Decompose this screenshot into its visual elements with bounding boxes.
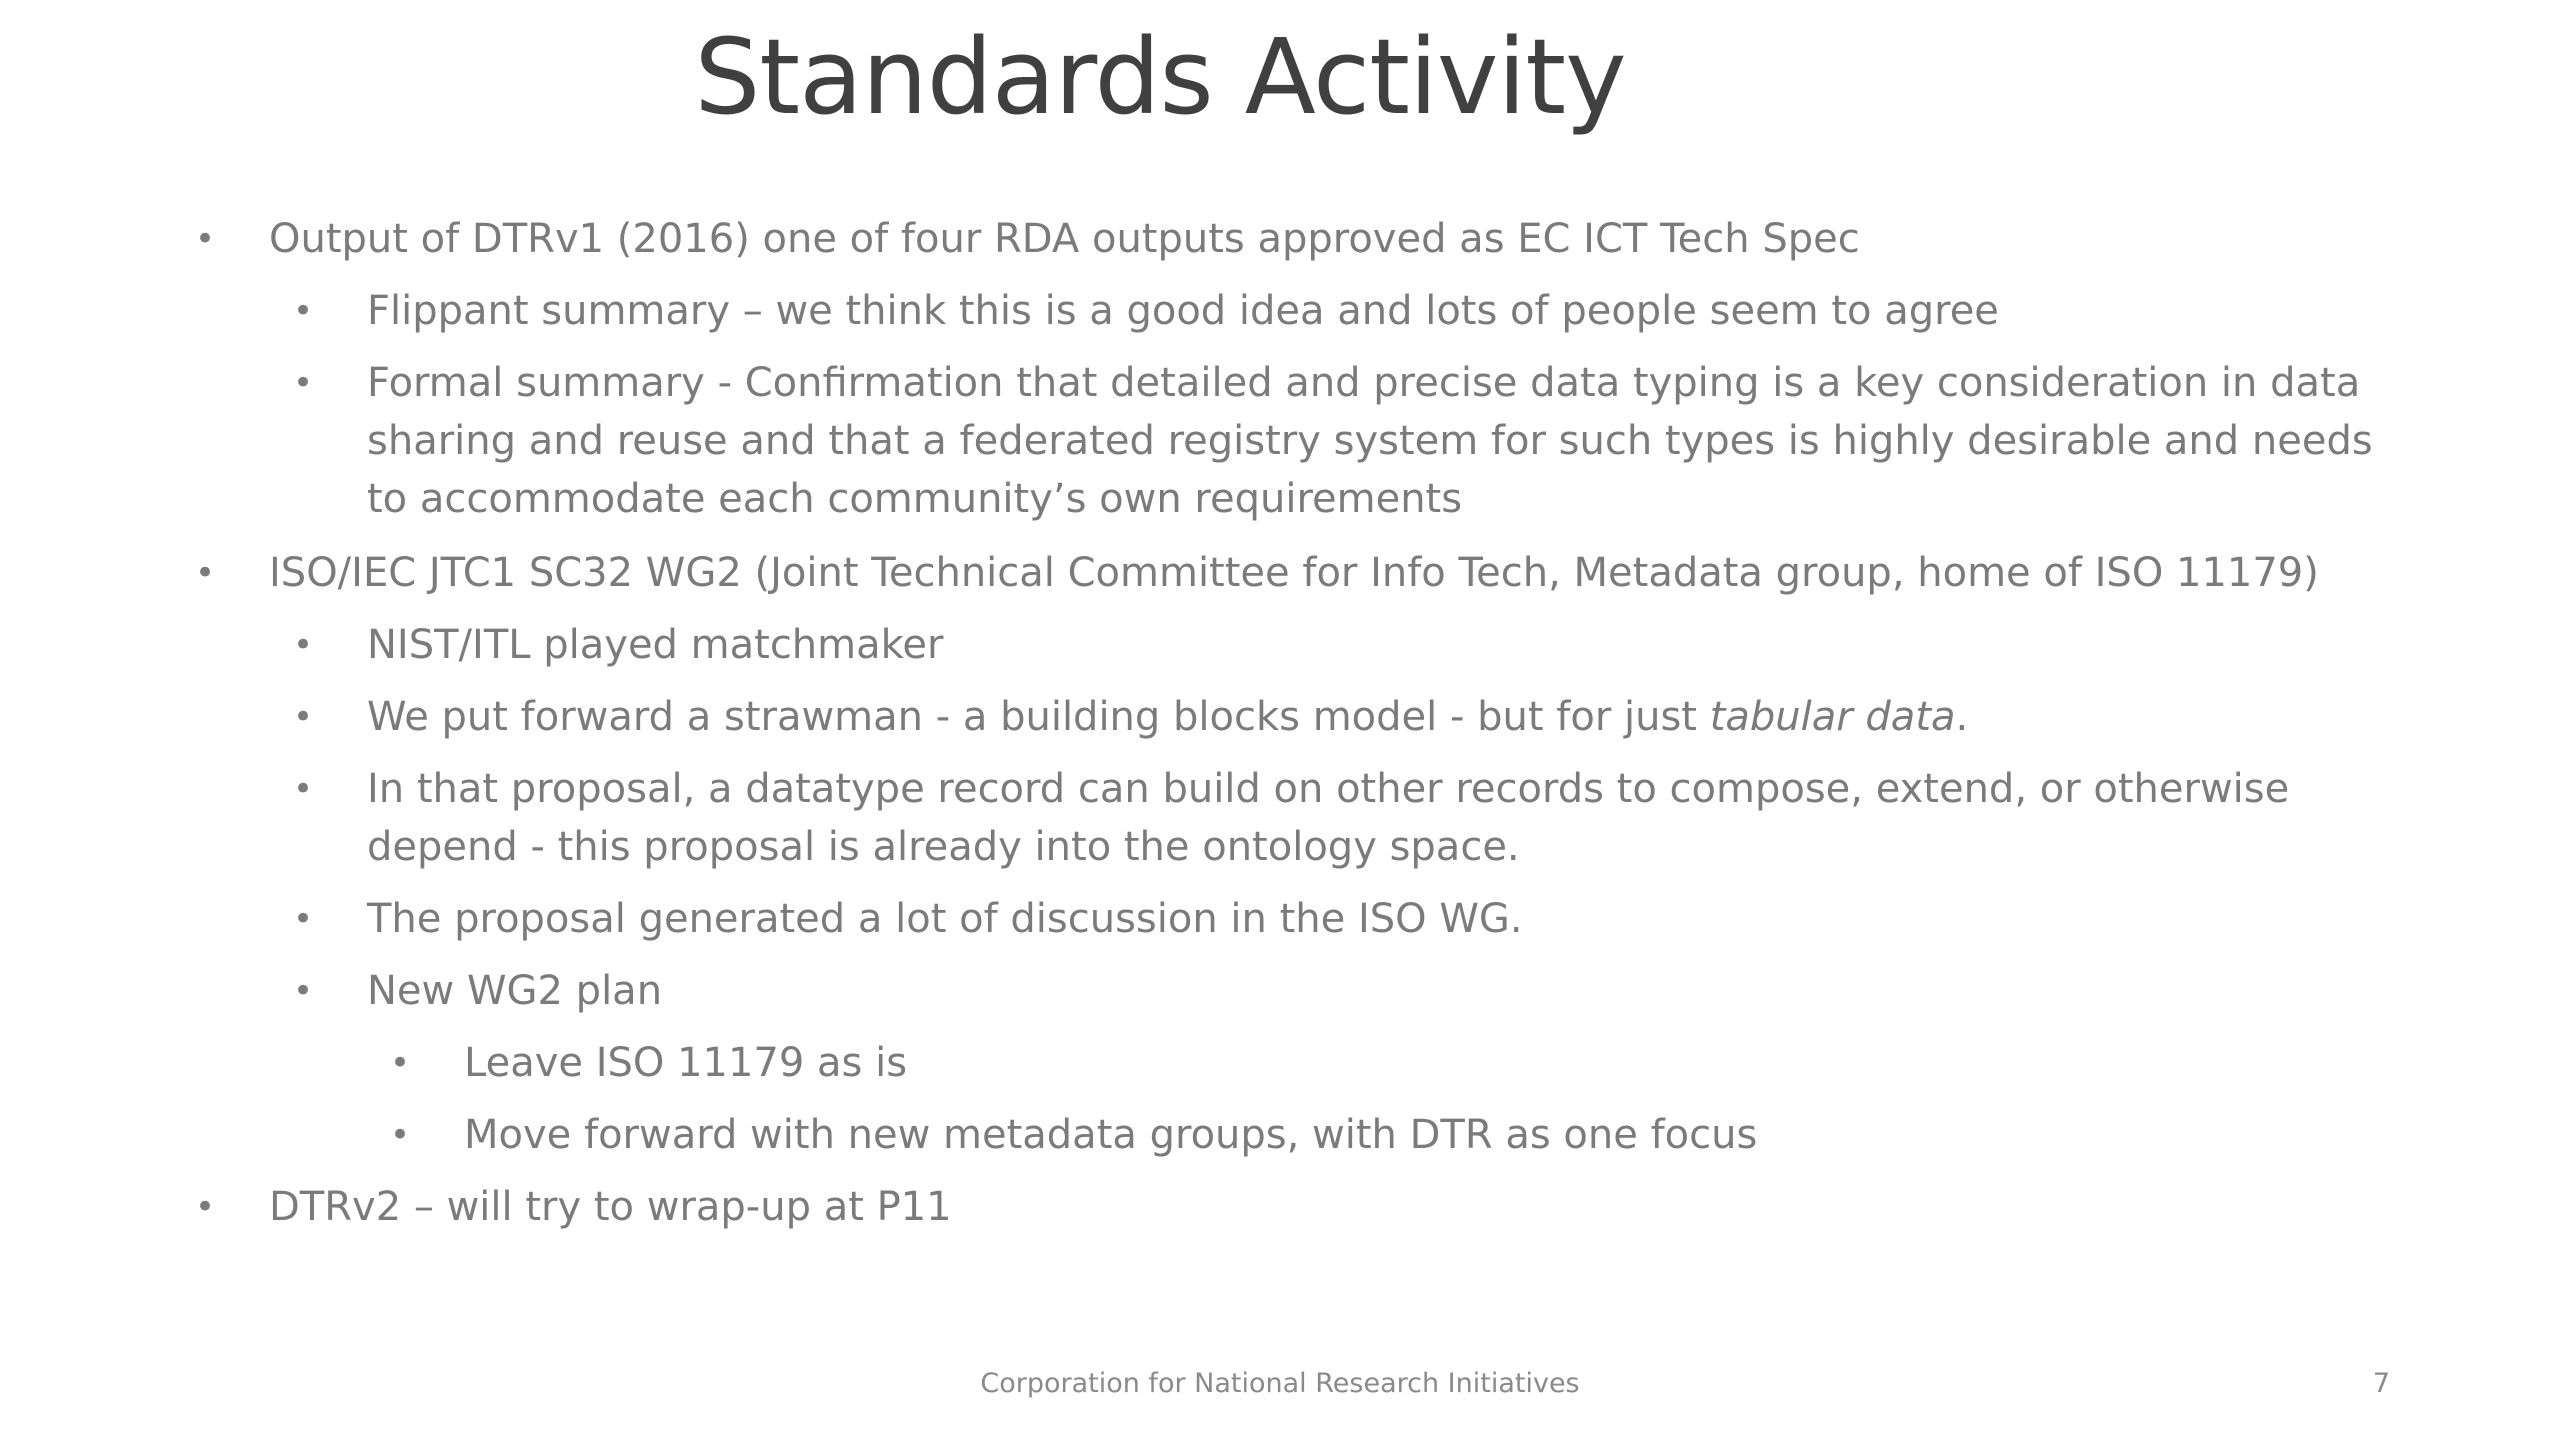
bullet-dot: • xyxy=(293,971,314,1011)
bullet-dot: • xyxy=(195,1187,216,1227)
bullet-text: Output of DTRv1 (2016) one of four RDA outputs approved as EC ICT Tech Spec xyxy=(269,216,1860,262)
bullet-text: New WG2 plan xyxy=(367,968,663,1014)
page-number: 7 xyxy=(2372,1368,2390,1399)
bullet-dot: • xyxy=(293,363,314,403)
bullet-text: Formal summary - Confirmation that detailed and precise data typing is a key consideration in data sharing and reuse and that a federated registry system for such types is highly desirable and needs to accommodate each community’s own requirements xyxy=(367,360,2386,522)
bullet-dot: • xyxy=(195,219,216,259)
bullet-text-after: . xyxy=(1955,694,1969,740)
bullet-text: ISO/IEC JTC1 SC32 WG2 (Joint Technical Committee for Info Tech, Metadata group, home of ISO 11179) xyxy=(269,550,2319,596)
bullet-dot: • xyxy=(195,553,216,593)
bullet-dot: • xyxy=(390,1043,411,1083)
bullet-text: The proposal generated a lot of discussion in the ISO WG. xyxy=(367,896,1523,942)
bullet-dot: • xyxy=(293,769,314,809)
bullet-text: DTRv2 – will try to wrap-up at P11 xyxy=(269,1184,952,1230)
slide-title: Standards Activity xyxy=(694,16,1626,138)
bullet-dot: • xyxy=(293,625,314,665)
bullet-dot: • xyxy=(293,899,314,939)
bullet-dot: • xyxy=(293,697,314,737)
footer-organization: Corporation for National Research Initiatives xyxy=(980,1368,1580,1399)
bullet-text: Flippant summary – we think this is a good idea and lots of people seem to agree xyxy=(367,288,1999,334)
bullet-text: NIST/ITL played matchmaker xyxy=(367,622,944,668)
bullet-text xyxy=(367,688,2417,746)
bullet-text: Leave ISO 11179 as is xyxy=(464,1040,908,1086)
bullet-dot: • xyxy=(390,1115,411,1155)
bullet-text-italic: tabular data xyxy=(1709,694,1956,740)
bullet-text-before: We put forward a strawman - a building blocks model - but for just xyxy=(367,694,1710,740)
bullet-text: Move forward with new metadata groups, with DTR as one focus xyxy=(464,1112,1758,1158)
slide-content xyxy=(0,210,2560,1270)
bullet-dot: • xyxy=(293,291,314,331)
bullet-text: In that proposal, a datatype record can build on other records to compose, extend, or otherwise depend - this proposal is already into the ontology space. xyxy=(367,766,2302,870)
